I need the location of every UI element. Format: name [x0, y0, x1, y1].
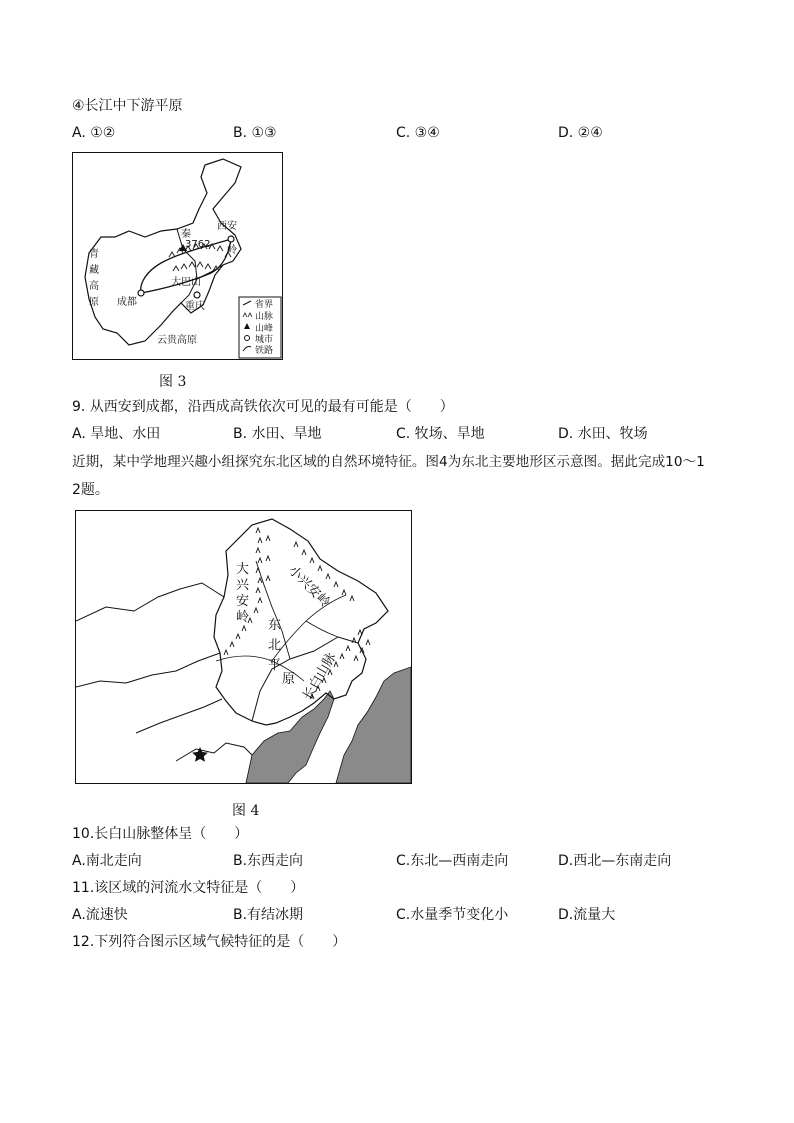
boundary-west-3	[136, 699, 222, 733]
label-dongbei-4: 原	[282, 672, 296, 687]
q10-option-c: C.东北—西南走向	[396, 853, 509, 869]
q9-option-a: A. 旱地、水田	[72, 426, 161, 442]
fig3-legend	[239, 297, 281, 358]
label-chongqing: 重庆	[185, 301, 205, 312]
label-peak: 3762	[185, 239, 211, 250]
label-xiaoxinganling: 小兴安岭	[285, 563, 333, 611]
label-dongbei-1: 东	[268, 618, 282, 633]
boundary-west-1	[76, 583, 224, 621]
figure-4-map	[75, 510, 412, 784]
label-daxinganling-2: 兴	[236, 578, 250, 593]
label-dongbei-2: 北	[268, 638, 282, 653]
q10-option-a: A.南北走向	[72, 853, 142, 869]
q9-option-c: C. 牧场、旱地	[396, 426, 485, 442]
q10-option-b: B.东西走向	[233, 853, 304, 869]
label-daxinganling-1: 大	[236, 562, 250, 577]
legend-label-peak: 山峰	[255, 324, 274, 334]
q9-option-d: D. 水田、牧场	[558, 426, 648, 442]
q12-stem: 12.下列符合图示区域气候特征的是（ ）	[72, 934, 347, 950]
figure-4-svg	[76, 511, 411, 783]
label-qingzang-2: 藏	[89, 265, 99, 276]
river-2	[272, 595, 346, 661]
q11-stem: 11.该区域的河流水文特征是（ ）	[72, 880, 305, 896]
q9-stem: 9. 从西安到成都，沿西成高铁依次可见的最有可能是（ ）	[72, 399, 454, 415]
legend-label-mountain: 山脉	[255, 312, 274, 322]
q8-option-a: A. ①②	[72, 125, 116, 141]
label-qingzang-3: 高	[89, 281, 99, 292]
sea-area-east	[336, 667, 411, 783]
label-xian: 西安	[217, 221, 237, 232]
figure-4-caption: 图 4	[232, 803, 260, 819]
q11-option-c: C.水量季节变化小	[396, 907, 509, 923]
label-yungui: 云贵高原	[157, 335, 197, 346]
boundary-west-2	[76, 653, 220, 687]
label-qingzang-1: 青	[89, 249, 99, 260]
intro-line-2: 2题。	[72, 482, 109, 498]
q8-option-d: D. ②④	[558, 125, 603, 141]
legend-label-boundary: 省界	[255, 300, 274, 310]
boundary-south	[176, 743, 252, 761]
intro-line-1: 近期，某中学地理兴趣小组探究东北区域的自然环境特征。图4为东北主要地形区示意图。据此完成10～1	[72, 454, 705, 470]
label-dongbei-3: 平	[268, 658, 282, 673]
q10-option-d: D.西北—东南走向	[558, 853, 672, 869]
label-qin: 秦	[181, 229, 191, 240]
star-icon	[192, 747, 208, 762]
q11-option-a: A.流速快	[72, 907, 128, 923]
label-ling: 岭	[227, 245, 237, 256]
figure-3-svg	[73, 153, 282, 359]
q8-item4: ④长江中下游平原	[72, 98, 183, 114]
city-xian-icon	[228, 236, 234, 242]
figure-3-map	[72, 152, 283, 360]
legend-label-railway: 铁路	[255, 346, 274, 356]
q10-stem: 10.长白山脉整体呈（ ）	[72, 826, 249, 842]
q11-option-d: D.流量大	[558, 907, 616, 923]
q8-option-b: B. ①③	[233, 125, 277, 141]
province-outline	[85, 159, 241, 345]
q8-option-c: C. ③④	[396, 125, 440, 141]
label-daxinganling-3: 安	[236, 594, 250, 609]
legend-city-icon	[245, 336, 250, 341]
city-chengdu-icon	[138, 290, 144, 296]
label-dabashan: 大巴山	[171, 277, 201, 288]
legend-label-city: 城市	[255, 335, 274, 345]
label-qingzang-4: 原	[89, 297, 99, 308]
label-daxinganling-4: 岭	[236, 610, 250, 625]
label-changbai: 长白山脉	[300, 650, 340, 703]
river-3	[306, 621, 338, 637]
q11-option-b: B.有结冰期	[233, 907, 304, 923]
sea-area-bohai	[246, 691, 334, 783]
q9-option-b: B. 水田、旱地	[233, 426, 322, 442]
label-chengdu: 成都	[117, 297, 137, 308]
city-chongqing-icon	[194, 292, 200, 298]
figure-3-caption: 图 3	[159, 374, 187, 390]
